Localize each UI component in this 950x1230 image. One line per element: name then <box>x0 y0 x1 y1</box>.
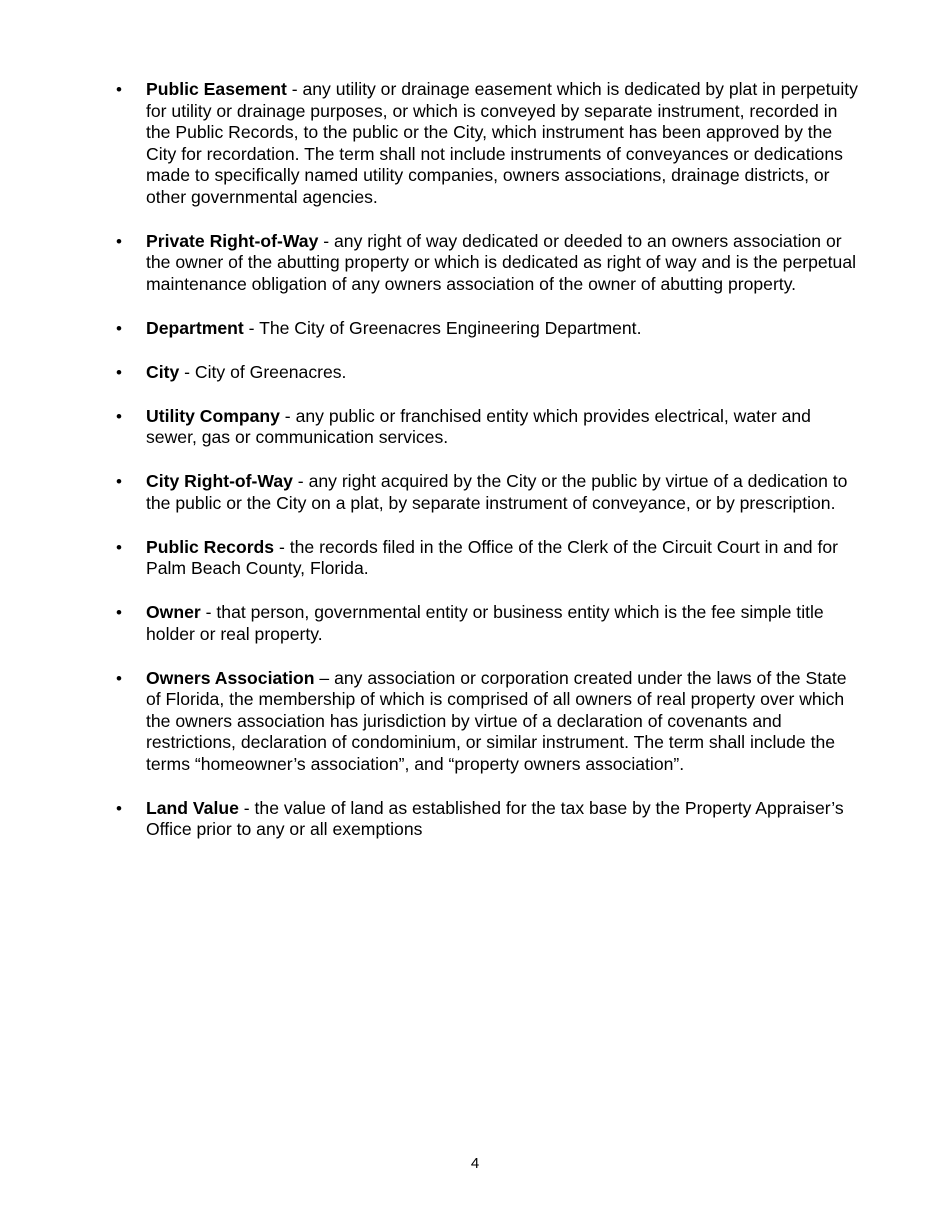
definition-term: Department <box>146 317 244 338</box>
page-number: 4 <box>470 1155 480 1172</box>
bullet: • <box>116 472 122 491</box>
definition-term: Owner <box>146 602 201 622</box>
bullet: • <box>116 537 122 557</box>
bullet: • <box>116 798 122 818</box>
bullet: • <box>116 362 122 382</box>
definition-text: The City of Greenacres Engineering Department. <box>259 317 642 338</box>
definition-city-right-of-way <box>110 471 860 514</box>
definition-term: Utility Company <box>146 405 280 426</box>
definition-term: Private Right-of-Way <box>146 230 319 251</box>
bullet: • <box>116 406 122 426</box>
definition-term: Public Easement <box>146 79 287 99</box>
definition-separator: - <box>274 536 290 557</box>
definition-term: Public Records <box>146 536 275 557</box>
definitions-list <box>110 79 860 863</box>
definition-text: any public or franchised entity which provides electrical, water and sewer, gas or communication services. <box>146 405 811 447</box>
definition-text: that person, governmental entity or business entity which is the fee simple title holder or real property. <box>146 602 824 644</box>
definition-private-right-of-way <box>110 231 860 296</box>
definition-separator: - <box>238 797 255 818</box>
definition-text: any right acquired by the City or the public by virtue of a dedication to the public or the City on a plat, by separate instrument of conveyance, or by prescription. <box>146 471 848 513</box>
definition-text: any association or corporation created under the laws of the State of Florida, the membership of which is comprised of all owners of real property over which the owners association has jurisdiction by virtue of a declaration of covenants and restrictions, declaration of condominium, or similar instrument. The term shall include the terms “homeowner’s association”, and “property owners association”. <box>146 667 847 774</box>
definition-text: the records filed in the Office of the Clerk of the Circuit Court in and for Palm Beach County, Florida. <box>146 536 839 578</box>
definition-owner <box>110 602 860 645</box>
definition-separator: - <box>200 602 217 622</box>
definition-land-value <box>110 798 860 841</box>
definition-public-records <box>110 537 860 580</box>
definition-term: Owners Association <box>146 667 315 688</box>
definition-public-easement <box>110 79 860 208</box>
definition-separator: - <box>179 361 195 382</box>
definition-city <box>110 362 860 384</box>
definition-separator: - <box>243 317 260 338</box>
definition-text: any utility or drainage easement which is dedicated by plat in perpetuity for utility or drainage purposes, or which is conveyed by separate instrument, recorded in the Public Records, to the public or the City, which instrument has been approved by the City for recordation. The term shall not include instruments of conveyances or dedications made to specifically named utility companies, owners associations, drainage districts, or other governmental agencies. <box>146 79 858 207</box>
bullet: • <box>116 80 122 99</box>
definition-separator: - <box>279 405 296 426</box>
definition-owners-association <box>110 668 860 776</box>
definition-text: the value of land as established for the tax base by the Property Appraiser’s Office prior to any or all exemptions <box>146 797 844 839</box>
definition-text: City of Greenacres. <box>194 361 347 382</box>
bullet: • <box>116 668 122 688</box>
bullet: • <box>116 231 122 251</box>
definition-separator: – <box>314 667 335 688</box>
definition-term: City <box>146 361 180 382</box>
definition-utility-company <box>110 406 860 449</box>
definition-term: Land Value <box>146 797 239 818</box>
bullet: • <box>116 603 122 622</box>
definition-text: any right of way dedicated or deeded to an owners association or the owner of the abutting property or which is dedicated as right of way and is the perpetual maintenance obligation of any owners association of the owner of abutting property. <box>146 230 857 294</box>
definition-separator: - <box>292 471 309 491</box>
definition-separator: - <box>318 230 335 251</box>
definition-separator: - <box>286 79 303 99</box>
definition-department <box>110 318 860 340</box>
bullet: • <box>116 318 122 338</box>
definition-term: City Right-of-Way <box>146 471 293 491</box>
